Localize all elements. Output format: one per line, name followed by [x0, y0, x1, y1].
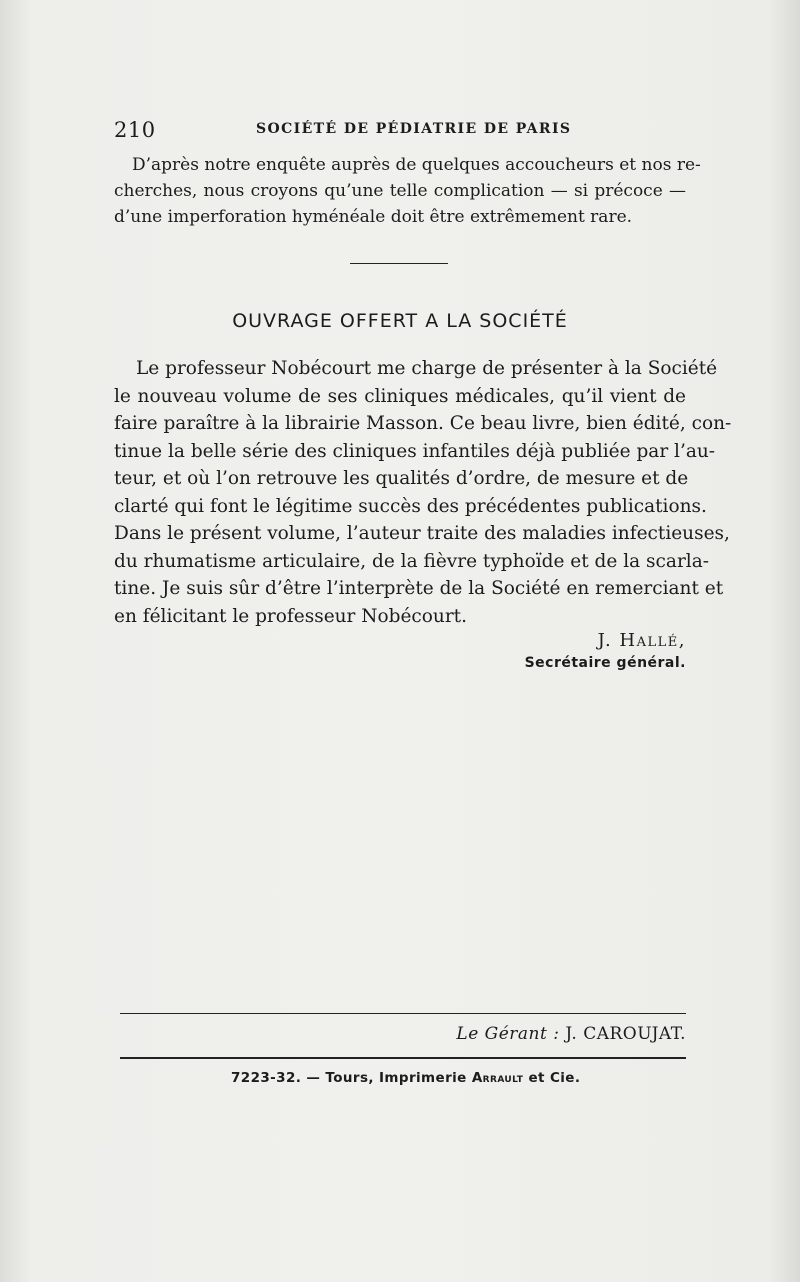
text-line: Dans le présent volume, l’auteur traite des maladies infectieuses, — [114, 523, 730, 544]
section-paragraph — [114, 355, 732, 630]
printer-suffix: et Cie. — [528, 1070, 581, 1086]
text-line: cherches, nous croyons qu’une telle complication — si précoce — — [114, 181, 686, 201]
section-divider — [350, 263, 448, 264]
gerant-line — [456, 1024, 686, 1044]
text-line: le nouveau volume de ses cliniques médicales, qu’il vient de — [114, 385, 686, 407]
signature-block — [525, 630, 686, 671]
footer-rule-top — [120, 1013, 686, 1014]
gerant-label: Le Gérant : — [456, 1024, 560, 1044]
text-line: D’après notre enquête auprès de quelques accoucheurs et nos re- — [132, 155, 701, 175]
intro-paragraph — [114, 152, 701, 230]
section-heading: OUVRAGE OFFERT A LA SOCIÉTÉ — [232, 310, 568, 332]
printer-name: Arrault — [471, 1070, 524, 1086]
running-head — [114, 118, 686, 144]
text-line: Le professeur Nobécourt me charge de présenter à la Société — [136, 358, 718, 379]
text-line: tinue la belle série des cliniques infantiles déjà publiée par l’au- — [114, 440, 716, 462]
journal-title: SOCIÉTÉ DE PÉDIATRIE DE PARIS — [256, 121, 572, 137]
page-number: 210 — [114, 118, 156, 142]
signature-name: J. Hallé, — [597, 630, 686, 651]
printer-prefix: 7223-32. — Tours, Imprimerie — [231, 1070, 467, 1086]
text-line: teur, et où l’on retrouve les qualités d’ordre, de mesure et de — [114, 468, 689, 489]
text-line: d’une imperforation hyménéale doit être extrêmement rare. — [114, 207, 633, 227]
footer-rule-bottom — [120, 1057, 686, 1059]
text-line: en félicitant le professeur Nobécourt. — [114, 605, 467, 627]
printer-imprint — [231, 1070, 580, 1086]
signature-role: Secrétaire général. — [524, 655, 686, 671]
text-line: faire paraître à la librairie Masson. Ce beau livre, bien édité, con- — [114, 413, 732, 434]
text-line: tine. Je suis sûr d’être l’interprète de la Société en remerciant et — [114, 578, 724, 599]
text-line: du rhumatisme articulaire, de la fièvre typhoïde et de la scarla- — [114, 550, 709, 572]
text-line: clarté qui font le légitime succès des précédentes publications. — [114, 495, 707, 517]
gerant-name: J. CAROUJAT. — [565, 1024, 686, 1044]
